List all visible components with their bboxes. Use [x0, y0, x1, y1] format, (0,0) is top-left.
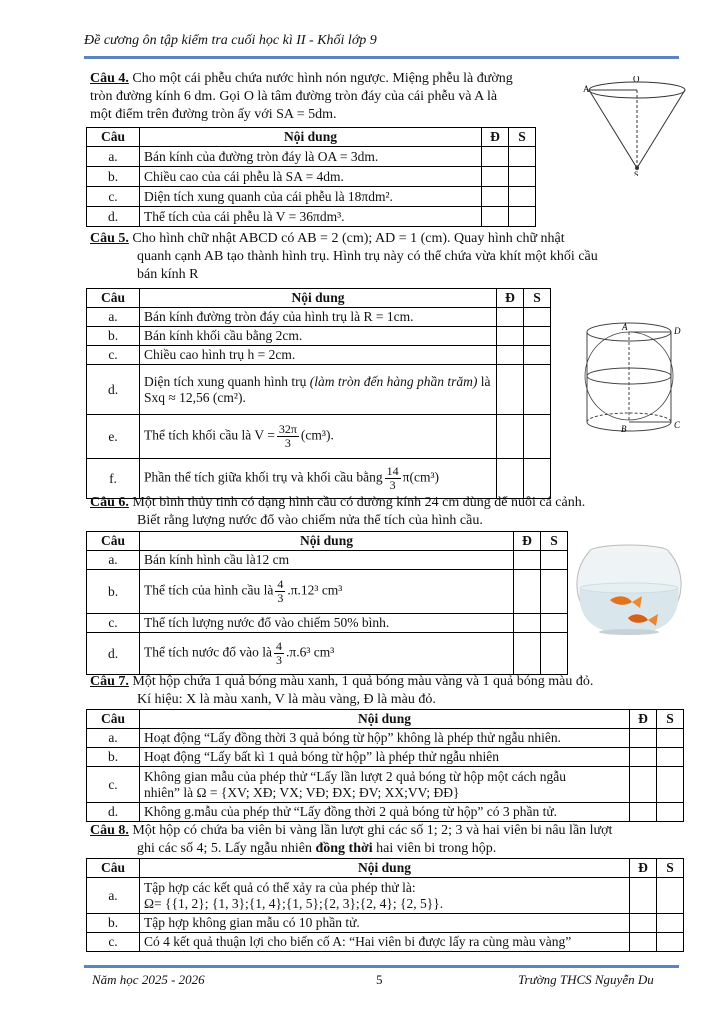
point-label: A — [622, 322, 628, 332]
denominator: 3 — [389, 478, 396, 492]
q6-table — [86, 531, 568, 675]
q4-table — [86, 127, 536, 227]
false-cell[interactable] — [509, 207, 536, 227]
false-cell[interactable] — [524, 346, 551, 365]
question-5 — [90, 230, 680, 284]
row-text: Không g.mẫu của phép thử “Lấy đồng thời 2 quả bóng từ hộp” có 3 phần tử. — [140, 803, 630, 822]
text-part-italic: (làm tròn đến hàng phần trăm) — [309, 373, 478, 389]
col-header: Đ — [630, 859, 657, 878]
true-cell[interactable] — [630, 933, 657, 952]
row-id: d. — [87, 803, 140, 822]
row-text — [140, 415, 497, 459]
footer-rule — [84, 965, 679, 968]
col-header: Đ — [482, 128, 509, 147]
question-text: Một hộp chứa 1 quả bóng màu xanh, 1 quả bóng màu vàng và 1 quả bóng màu đỏ. — [132, 674, 594, 689]
row-text — [140, 570, 514, 614]
true-cell[interactable] — [482, 147, 509, 167]
col-header: Đ — [630, 710, 657, 729]
fishbowl-image — [570, 540, 688, 640]
q7-table — [86, 709, 684, 822]
point-label: O — [633, 76, 640, 84]
text-part: .π.6³ cm³ — [286, 644, 335, 660]
col-header: Đ — [497, 289, 524, 308]
false-cell[interactable] — [657, 748, 684, 767]
row-id: c. — [87, 614, 140, 633]
col-header: Câu — [87, 289, 140, 308]
denominator: 3 — [276, 653, 283, 667]
true-cell[interactable] — [514, 551, 541, 570]
row-text: Tập hợp không gian mẫu có 10 phần tử. — [140, 914, 630, 933]
col-header: Câu — [87, 859, 140, 878]
row-id: b. — [87, 327, 140, 346]
true-cell[interactable] — [630, 803, 657, 822]
col-header: S — [541, 532, 568, 551]
row-text: Chiều cao hình trụ h = 2cm. — [140, 346, 497, 365]
point-label: C — [674, 420, 681, 430]
row-id: b. — [87, 167, 140, 187]
page-header: Đề cương ôn tập kiểm tra cuối học kì II - Khối lớp 9 — [84, 33, 377, 48]
col-header: S — [509, 128, 536, 147]
row-text — [140, 459, 497, 499]
row-id: f. — [87, 459, 140, 499]
row-id: d. — [87, 207, 140, 227]
question-text: Kí hiệu: X là màu xanh, V là màu vàng, Đ là màu đỏ. — [137, 692, 436, 707]
col-header: Nội dung — [140, 128, 482, 147]
row-text: Có 4 kết quả thuận lợi cho biến cố A: “Hai viên bi được lấy ra cùng màu vàng” — [140, 933, 630, 952]
true-cell[interactable] — [482, 207, 509, 227]
true-cell[interactable] — [497, 346, 524, 365]
question-text: Một hộp có chứa ba viên bi vàng lần lượt ghi các số 1; 2; 3 và hai viên bi nâu lần lượt — [132, 823, 613, 838]
row-text: Hoạt động “Lấy bất kì 1 quả bóng từ hộp” là phép thử ngẫu nhiên — [140, 748, 630, 767]
page-number: 5 — [376, 972, 383, 987]
true-cell[interactable] — [514, 614, 541, 633]
text-part: .π.12³ cm³ — [287, 582, 343, 598]
question-text: Một bình thủy tinh có dạng hình cầu có đường kính 24 cm dùng để nuôi cá cảnh. — [132, 495, 586, 510]
question-text: quanh cạnh AB tạo thành hình trụ. Hình trụ này có thể chứa vừa khít một khối cầu — [137, 249, 598, 264]
true-cell[interactable] — [630, 767, 657, 803]
true-cell[interactable] — [482, 167, 509, 187]
text-part: Thể tích khối cầu là V = — [144, 427, 275, 443]
row-text: Bán kính khối cầu bằng 2cm. — [140, 327, 497, 346]
true-cell[interactable] — [630, 729, 657, 748]
question-text: Biết rằng lượng nước đổ vào chiếm nửa thể tích của hình cầu. — [137, 513, 483, 528]
true-cell[interactable] — [497, 327, 524, 346]
true-cell[interactable] — [630, 878, 657, 914]
question-label: Câu 4. — [90, 71, 129, 86]
point-label: S — [634, 170, 639, 176]
true-cell[interactable] — [630, 748, 657, 767]
text-line: Tập hợp các kết quả có thể xảy ra của phép thử là: — [144, 879, 416, 895]
row-id: c. — [87, 346, 140, 365]
false-cell[interactable] — [524, 327, 551, 346]
row-id: b. — [87, 914, 140, 933]
true-cell[interactable] — [497, 415, 524, 459]
fraction — [274, 640, 284, 667]
false-cell[interactable] — [657, 803, 684, 822]
q8-table — [86, 858, 684, 952]
row-text: Bán kính hình cầu là12 cm — [140, 551, 514, 570]
cylinder-figure — [574, 318, 686, 438]
denominator: 3 — [284, 436, 291, 450]
text-part: Thể tích nước đổ vào là — [144, 644, 273, 660]
fraction — [275, 578, 285, 605]
q5-table — [86, 288, 551, 499]
row-text: Bán kính của đường tròn đáy là OA = 3dm. — [140, 147, 482, 167]
col-header: Câu — [87, 532, 140, 551]
footer-year: Năm học 2025 - 2026 — [92, 972, 205, 987]
false-cell[interactable] — [524, 415, 551, 459]
numerator: 32π — [278, 422, 297, 436]
fraction — [277, 423, 299, 450]
true-cell[interactable] — [482, 187, 509, 207]
row-text — [140, 767, 630, 803]
false-cell[interactable] — [657, 933, 684, 952]
row-text: Thể tích của cái phễu là V = 36πdm³. — [140, 207, 482, 227]
text-part: (cm³). — [300, 427, 334, 443]
row-id: c. — [87, 933, 140, 952]
true-cell[interactable] — [514, 570, 541, 614]
question-4 — [90, 70, 513, 124]
false-cell[interactable] — [657, 878, 684, 914]
col-header: Nội dung — [140, 289, 497, 308]
false-cell[interactable] — [541, 551, 568, 570]
point-label: D — [674, 326, 681, 336]
denominator: 3 — [277, 591, 284, 605]
row-id: a. — [87, 147, 140, 167]
row-text — [140, 878, 630, 914]
text-line: Ω= {{1, 2}; {1, 3};{1, 4};{1, 5};{2, 3};{2, 4}; {2, 5}}. — [144, 895, 444, 911]
text-part: Diện tích xung quanh hình trụ — [144, 373, 310, 389]
question-text-bold: đồng thời — [315, 841, 373, 856]
row-text: Bán kính đường tròn đáy của hình trụ là R = 1cm. — [140, 308, 497, 327]
question-text: bán kính R — [137, 267, 199, 282]
true-cell[interactable] — [497, 459, 524, 499]
text-line: Không gian mẫu của phép thử “Lấy lần lượt 2 quả bóng từ hộp một cách ngẫu — [144, 768, 566, 784]
question-text: tròn đường kính 6 dm. Gọi O là tâm đường tròn đáy của cái phễu và A là — [90, 89, 498, 104]
true-cell[interactable] — [630, 914, 657, 933]
row-id: a. — [87, 878, 140, 914]
text-part: π(cm³) — [402, 469, 439, 485]
true-cell[interactable] — [497, 365, 524, 415]
text-line: nhiên” là Ω = {XV; XĐ; VX; VĐ; ĐX; ĐV; XX;VV; ĐĐ} — [144, 784, 460, 800]
false-cell[interactable] — [541, 614, 568, 633]
false-cell[interactable] — [509, 187, 536, 207]
question-label: Câu 7. — [90, 674, 129, 689]
point-label: B — [621, 424, 627, 434]
row-id: a. — [87, 729, 140, 748]
false-cell[interactable] — [657, 729, 684, 748]
row-id: e. — [87, 415, 140, 459]
question-6 — [90, 494, 585, 530]
true-cell[interactable] — [514, 633, 541, 675]
text-part: là Sxq ≈ 12,56 (cm²). — [144, 373, 491, 405]
false-cell[interactable] — [657, 767, 684, 803]
numerator: 4 — [276, 639, 283, 653]
row-text: Thể tích lượng nước đổ vào chiếm 50% bình. — [140, 614, 514, 633]
col-header: S — [657, 710, 684, 729]
row-id: b. — [87, 748, 140, 767]
col-header: Câu — [87, 710, 140, 729]
point-label: A — [583, 84, 590, 94]
row-id: a. — [87, 308, 140, 327]
text-part: Thể tích của hình cầu là — [144, 582, 274, 598]
numerator: 4 — [277, 577, 284, 591]
row-text: Diện tích xung quanh của cái phễu là 18πdm². — [140, 187, 482, 207]
false-cell[interactable] — [524, 365, 551, 415]
question-label: Câu 5. — [90, 231, 129, 246]
false-cell[interactable] — [524, 459, 551, 499]
false-cell[interactable] — [509, 147, 536, 167]
col-header: S — [524, 289, 551, 308]
header-rule — [84, 56, 679, 59]
false-cell[interactable] — [509, 167, 536, 187]
question-text: Cho hình chữ nhật ABCD có AB = 2 (cm); AD = 1 (cm). Quay hình chữ nhật — [132, 231, 565, 246]
numerator: 14 — [386, 464, 399, 478]
row-id: c. — [87, 187, 140, 207]
col-header: Nội dung — [140, 532, 514, 551]
false-cell[interactable] — [541, 633, 568, 675]
text-part: Phần thể tích giữa khối trụ và khối cầu bằng — [144, 469, 383, 485]
row-id: b. — [87, 570, 140, 614]
row-text: Chiều cao của cái phễu là SA = 4dm. — [140, 167, 482, 187]
col-header: Đ — [514, 532, 541, 551]
question-text: Cho một cái phễu chứa nước hình nón ngược. Miệng phễu là đường — [132, 71, 513, 86]
col-header: Nội dung — [140, 859, 630, 878]
row-id: a. — [87, 551, 140, 570]
col-header: Câu — [87, 128, 140, 147]
row-text: Hoạt động “Lấy đồng thời 3 quả bóng từ hộp” không là phép thử ngẫu nhiên. — [140, 729, 630, 748]
question-7 — [90, 673, 593, 709]
row-id: c. — [87, 767, 140, 803]
row-id: d. — [87, 633, 140, 675]
question-text: một điểm trên đường tròn ấy với SA = 5dm. — [90, 107, 337, 122]
col-header: Nội dung — [140, 710, 630, 729]
row-id: d. — [87, 365, 140, 415]
question-label: Câu 8. — [90, 823, 129, 838]
question-8 — [90, 822, 612, 858]
row-text — [140, 633, 514, 675]
false-cell[interactable] — [657, 914, 684, 933]
question-text: ghi các số 4; 5. Lấy ngẫu nhiên — [137, 841, 316, 856]
false-cell[interactable] — [524, 308, 551, 327]
question-text: hai viên bi trong hộp. — [372, 841, 497, 856]
question-label: Câu 6. — [90, 495, 129, 510]
col-header: S — [657, 859, 684, 878]
true-cell[interactable] — [497, 308, 524, 327]
fraction — [385, 465, 401, 492]
footer-school: Trường THCS Nguyễn Du — [518, 972, 654, 987]
cone-figure — [583, 76, 693, 176]
row-text — [140, 365, 497, 415]
false-cell[interactable] — [541, 570, 568, 614]
